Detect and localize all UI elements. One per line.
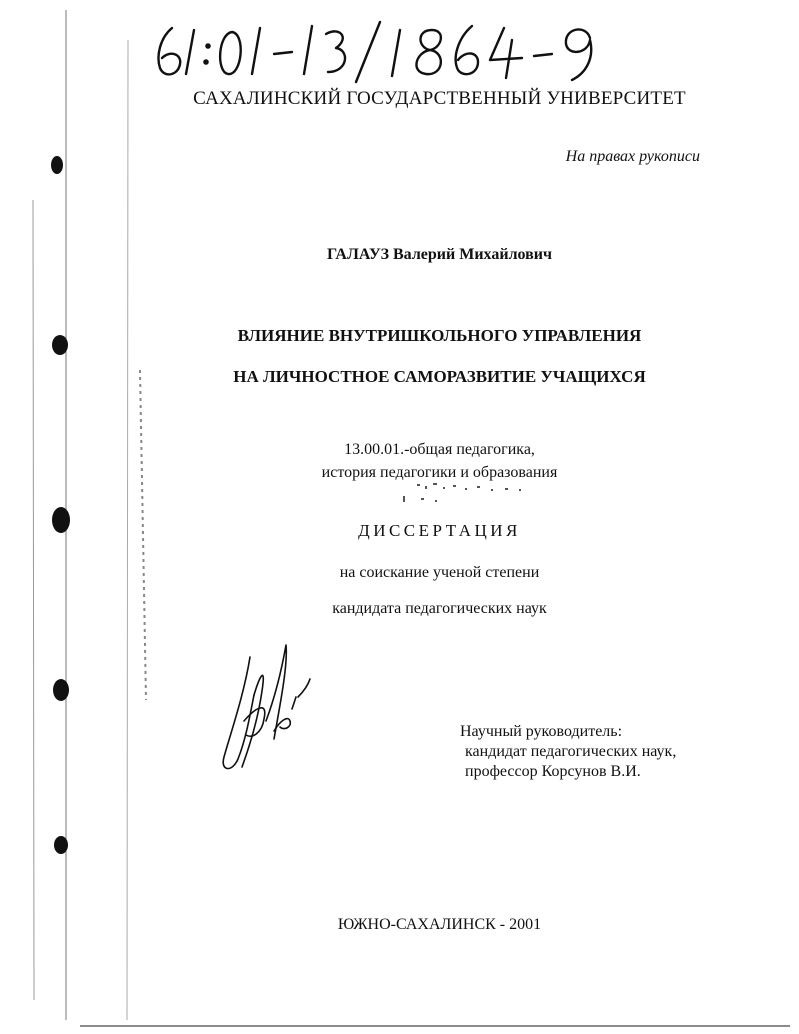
- city-year: ЮЖНО-САХАЛИНСК - 2001: [337, 916, 542, 933]
- dissertation-title-line-1: ВЛИЯНИЕ ВНУТРИШКОЛЬНОГО УПРАВЛЕНИЯ: [237, 326, 642, 345]
- degree-purpose: на соискание ученой степени: [339, 564, 540, 581]
- handwritten-archive-number: [150, 16, 610, 86]
- document-type: ДИССЕРТАЦИЯ: [358, 521, 521, 540]
- specialty-code: 13.00.01.-общая педагогика,: [344, 441, 535, 458]
- specialty-name: история педагогики и образования: [321, 464, 558, 481]
- advisor-name: профессор Корсунов В.И.: [465, 763, 641, 780]
- scientific-advisor: [460, 722, 676, 782]
- faded-stamp: [395, 480, 555, 510]
- advisor-degree: кандидат педагогических наук,: [465, 743, 677, 760]
- university-name: САХАЛИНСКИЙ ГОСУДАРСТВЕННЫЙ УНИВЕРСИТЕТ: [193, 88, 686, 109]
- author-name: ГАЛАУЗ Валерий Михайлович: [326, 246, 553, 263]
- degree-name: кандидата педагогических наук: [332, 600, 547, 617]
- dissertation-title-line-2: НА ЛИЧНОСТНОЕ САМОРАЗВИТИЕ УЧАЩИХСЯ: [233, 367, 646, 386]
- rights-note: На правах рукописи: [565, 148, 700, 165]
- handwritten-signature: [210, 635, 320, 780]
- advisor-label: Научный руководитель:: [460, 723, 623, 740]
